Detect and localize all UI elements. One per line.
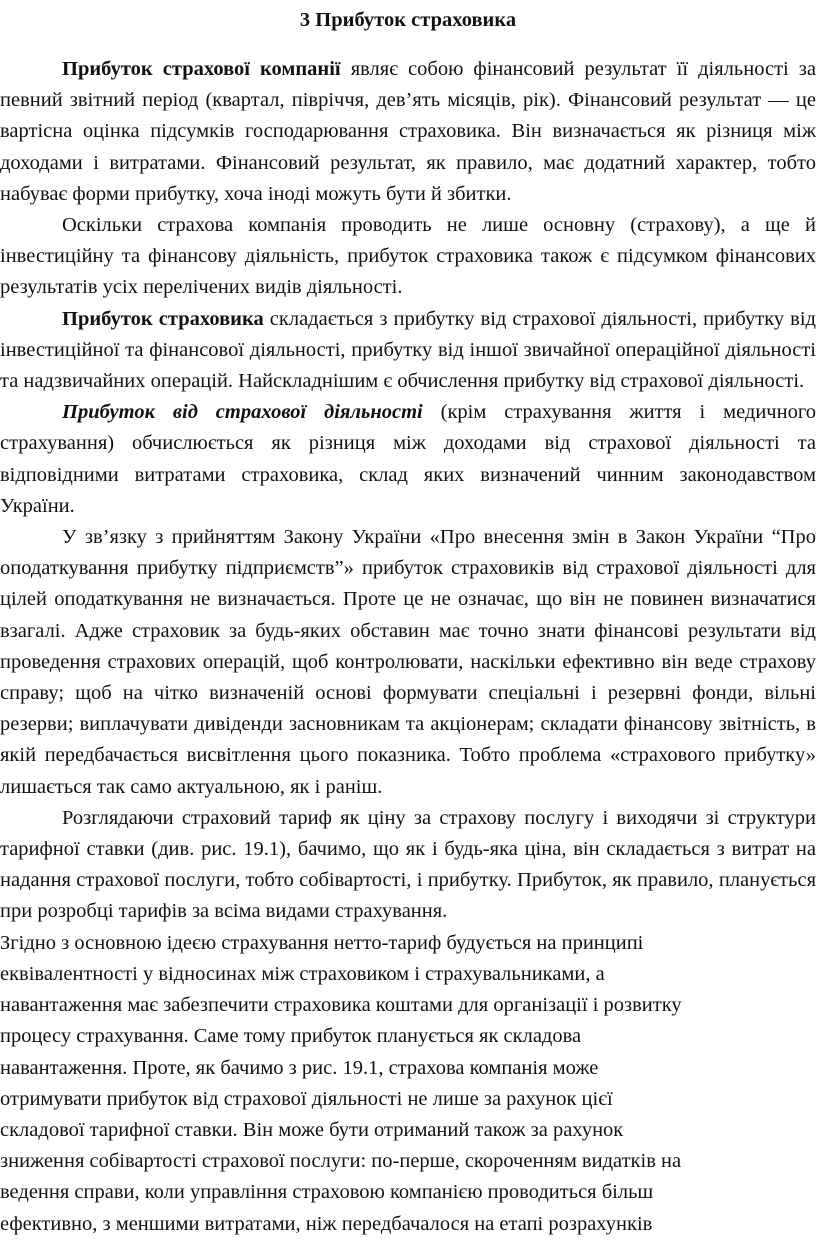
term-insurance-activity-profit: Прибуток від страхової діяльності	[62, 401, 423, 424]
net-tariff-line: ефективно, з меншими витратами, ніж передбачалося на етапі розрахунків	[0, 1212, 653, 1235]
paragraph-company-profit	[0, 54, 816, 210]
net-tariff-line: отримувати прибуток від страхової діяльності не лише за рахунок цієї	[0, 1087, 613, 1110]
paragraph-activities-text: Оскільки страхова компанія проводить не лише основну (страхову), а ще й інвестиційну та фінансову діяльність, прибуток страховика також є підсумком фінансових результатів усіх перелічених видів діяльності.	[0, 214, 816, 299]
paragraph-net-tariff	[0, 928, 816, 1240]
paragraph-insurance-activity-profit	[0, 397, 816, 522]
net-tariff-line: складової тарифної ставки. Він може бути отриманий також за рахунок	[0, 1118, 624, 1141]
net-tariff-line: процесу страхування. Саме тому прибуток планується як складова	[0, 1025, 582, 1048]
net-tariff-line: ведення справи, коли управління страховою компанією проводиться більш	[0, 1181, 654, 1204]
net-tariff-line: Згідно з основною ідеєю страхування нетто-тариф будується на принципі	[0, 931, 644, 954]
paragraph-activities	[0, 210, 816, 304]
term-company-profit: Прибуток страхової компанії	[62, 58, 341, 80]
term-insurer-profit: Прибуток страховика	[62, 307, 264, 330]
paragraph-insurer-profit	[0, 304, 816, 398]
net-tariff-line: еквівалентності у відносинах між страховиком і страхувальниками, а	[0, 962, 605, 985]
paragraph-insurance-activity-profit-text: (крім страхування життя і медичного страхування) обчислюється як різниця між доходами від страхової діяльності та відповідними витратами страховика, склад яких визначений чинним законодавством України.	[0, 401, 816, 517]
net-tariff-line: зниження собівартості страхової послуги: по-перше, скороченням видатків на	[0, 1150, 682, 1173]
paragraph-company-profit-text: являє собою фінансовий результат її діяльності за певний звітний період (квартал, півріччя, дев’ять місяців, рік). Фінансовий результат — це вартісна оцінка підсумків господарювання страховика. Він визначається як різниця між доходами і витратами. Фінансовий результат, як правило, має додатний характер, тобто набуває форми прибутку, хоча іноді можуть бути й збитки.	[0, 58, 816, 205]
section-title: 3 Прибуток страховика	[299, 9, 517, 31]
net-tariff-line: навантаження. Проте, як бачимо з рис. 19.1, страхова компанія може	[0, 1056, 599, 1079]
paragraph-insurer-profit-text: складається з прибутку від страхової діяльності, прибутку від інвестиційної та фінансової діяльності, прибутку від іншої звичайної операційної діяльності та надзвичайних операцій. Найскладнішим є обчислення прибутку від страхової діяльності.	[0, 307, 816, 393]
paragraph-taxation-law-text: У зв’язку з прийняттям Закону України «Про внесення змін в Закон України “Про оподаткування прибутку підприємств”» прибуток страховиків від страхової діяльності для цілей оподаткування не визначається. Проте це не означає, що він не повинен визначатися взагалі. Адже страховик за будь-яких обставин має точно знати фінансові результати від проведення страхових операцій, щоб контролювати, наскільки ефективно він веде страхову справу; щоб на чітко визначеній основі формувати спеціальні і резервні фонди, вільні резерви; виплачувати дивіденди засновникам та акціонерам; складати фінансову звітність, в якій передбачається висвітлення цього показника. Тобто проблема «страхового прибутку» лишається так само актуальною, як і раніш.	[0, 526, 816, 798]
paragraph-tariff	[0, 803, 816, 928]
paragraph-tariff-text: Розглядаючи страховий тариф як ціну за страхову послугу і виходячи зі структури тарифної ставки (див. рис. 19.1), бачимо, що як і будь-яка ціна, він складається з витрат на надання страхової послуги, тобто собівартості, і прибутку. Прибуток, як правило, планується при розробці тарифів за всіма видами страхування.	[0, 806, 816, 923]
net-tariff-line: навантаження має забезпечити страховика коштами для організації і розвитку	[0, 994, 682, 1017]
paragraph-taxation-law	[0, 522, 816, 803]
